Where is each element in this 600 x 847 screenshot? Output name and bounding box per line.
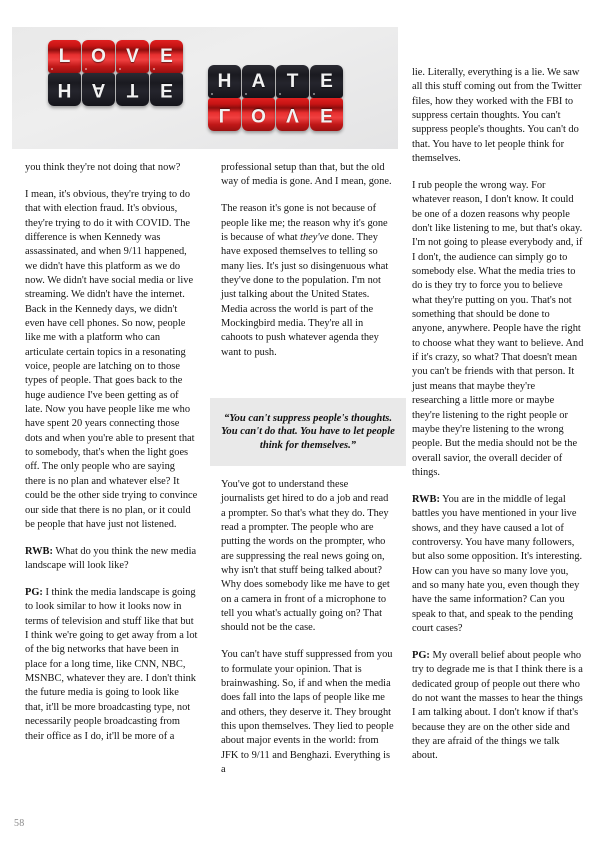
die-pip-icon <box>211 93 213 95</box>
speaker-label-rwb: RWB: <box>25 545 53 557</box>
die-letter: E <box>310 98 343 131</box>
die-pip-icon <box>85 68 87 70</box>
pull-quote-box <box>210 398 406 466</box>
emphasis-theyve: they've <box>300 231 329 243</box>
dice-row-hate-reflected <box>48 73 184 106</box>
interview-answer <box>25 586 198 744</box>
pull-quote-text: “You can't suppress people's thoughts. You can't do that. You have to let people think for themselves.” <box>221 412 395 451</box>
page-number: 58 <box>14 818 25 829</box>
die-letter: E <box>150 73 183 106</box>
die-pip-icon <box>153 68 155 70</box>
die-letter: V <box>116 40 149 73</box>
text-column-2-bottom <box>221 478 394 790</box>
answer-text: I think the media landscape is going to look similar to how it looks now in terms of television and stuff like that but I think we're going to get away from a lot of the big networks that have been in place for a long time, like CNN, NBC, MSNBC, whatever they are. I don't think the future media is going to look like that, it'll be more broadcasting type, not necessarily people broadcasting from their office as I do, it'll be more of a <box>25 587 198 742</box>
love-hate-dice-photo <box>12 27 398 149</box>
answer-text: My overall belief about people who try to degrade me is that I think there is a dedicated group of people out there who do not want the masses to hear the things I am talking about. I don't know if that's because they are on the other side and they are afraid of the things we talk about. <box>412 649 583 762</box>
text-column-1 <box>25 161 198 744</box>
die-pip-icon <box>119 68 121 70</box>
question-text: What do you think the new media landscape will look like? <box>25 545 197 572</box>
die-letter: A <box>82 73 115 106</box>
question-text: You are in the middle of legal battles you have mentioned in your live shows, and they have caused a lot of controversy. You have many followers, but also some opposition. It's interesting. How can you have so many love you, and so many hate you, even though they have the same information? Can you speak to that, and speak to the pending court cases? <box>412 493 583 634</box>
die-letter: L <box>208 98 241 131</box>
paragraph-segment: done. They have exposed themselves to telling so many lies. It's just so disingenuous what they've done to the population. I'm not just talking about the United States. Media across the world is part of the Mockingbird media. They're all in cahoots to push whatever agenda they want to push. <box>221 231 389 358</box>
dice-row-hate <box>208 65 344 98</box>
paragraph: professional setup than that, but the old way of media is gone. And I mean, gone. <box>221 162 392 188</box>
paragraph: lie. Literally, everything is a lie. We saw all this stuff coming out from the Twitter files, how they worked with the FBI to suppress certain thoughts. You can't suppress people's thoughts. You can't do that. You have to let people think for themselves. <box>412 67 582 165</box>
dice-row-love <box>48 40 184 73</box>
die-letter: E <box>310 65 343 98</box>
paragraph-segment: The reason it's gone is not because of people like me; the reason why it's gone is because of what <box>221 203 388 243</box>
dice-group-love-over-hate <box>48 40 184 106</box>
dice-group-hate-over-love <box>208 65 344 131</box>
speaker-label-pg: PG: <box>25 587 43 599</box>
die-letter: H <box>48 73 81 106</box>
interview-question <box>25 545 198 574</box>
die-letter: E <box>150 40 183 73</box>
speaker-label-pg: PG: <box>412 649 430 661</box>
text-column-3 <box>412 66 584 764</box>
die-letter: H <box>208 65 241 98</box>
paragraph: I rub people the wrong way. For whatever reason, I don't know. It could be one of a dozen reasons why people don't like listening to me, but that's okay. I'm not going to please everybody and, if I don't, the audience can simply go to somebody else. What the media tries to do is they try to force you to believe what they're putting on you. That's not something that should be done to anyone, anywhere. People have the right to choose what they want to believe. And if it's crazy, so what? That doesn't mean you can't be friends with that person. It just means that maybe they're researching a little more or maybe they're listening to the right people or maybe they're listening to the wrong people. But the media should not be the overall savior, the overall decider of things. <box>412 180 584 478</box>
text-column-2-top <box>221 161 394 373</box>
die-pip-icon <box>313 93 315 95</box>
die-pip-icon <box>51 68 53 70</box>
die-pip-icon <box>279 93 281 95</box>
paragraph: you think they're not doing that now? <box>25 162 181 173</box>
die-letter: T <box>276 65 309 98</box>
speaker-label-rwb: RWB: <box>412 493 440 505</box>
die-letter: T <box>116 73 149 106</box>
paragraph <box>221 202 394 360</box>
paragraph: You've got to understand these journalists get hired to do a job and read a prompter. So that's what they do. They read a prompter. The people who are putting the words on the prompter, who are suppressing the real news going on, why isn't that stuff being talked about? Why does somebody like me have to get on a camera in front of a microphone to tell you what's actually going on? That should not be the case. <box>221 479 390 634</box>
die-letter: A <box>242 65 275 98</box>
paragraph: You can't have stuff suppressed from you to formulate your opinion. That is brainwashing. So, if and when the media does fall into the laps of people like me and others, they deserve it. They brought this upon themselves. They lied to people about major events in the world: from JFK to 9/11 and Benghazi. Everything is a <box>221 649 394 776</box>
dice-row-love-reflected <box>208 98 344 131</box>
die-pip-icon <box>245 93 247 95</box>
interview-answer <box>412 649 584 764</box>
die-letter: L <box>48 40 81 73</box>
interview-question <box>412 493 584 636</box>
paragraph: I mean, it's obvious, they're trying to do that with election fraud. It's obvious, they're trying to do it with COVID. The difference is when Kennedy was assassinated, and when 9/11 happened, we didn't have this platform as we do now. We didn't have social media or live streaming. We didn't have the internet. Back in the Kennedy days, we didn't even have cell phones. So now, people like me with a platform who can articulate certain topics in a resonating voice, people are latching on to those types of people. That goes back to the huge audience I've been getting as of late. Now you have people like me who have spent 20 years connecting those dots and when you're able to present that to somebody, that's when the light goes off. The only people who are saying there is no plan and whatever else? It could be the other side trying to convince our side that there is no plan, or it could be people that have just not listened. <box>25 188 198 530</box>
die-letter: O <box>82 40 115 73</box>
die-letter: V <box>276 98 309 131</box>
die-letter: O <box>242 98 275 131</box>
